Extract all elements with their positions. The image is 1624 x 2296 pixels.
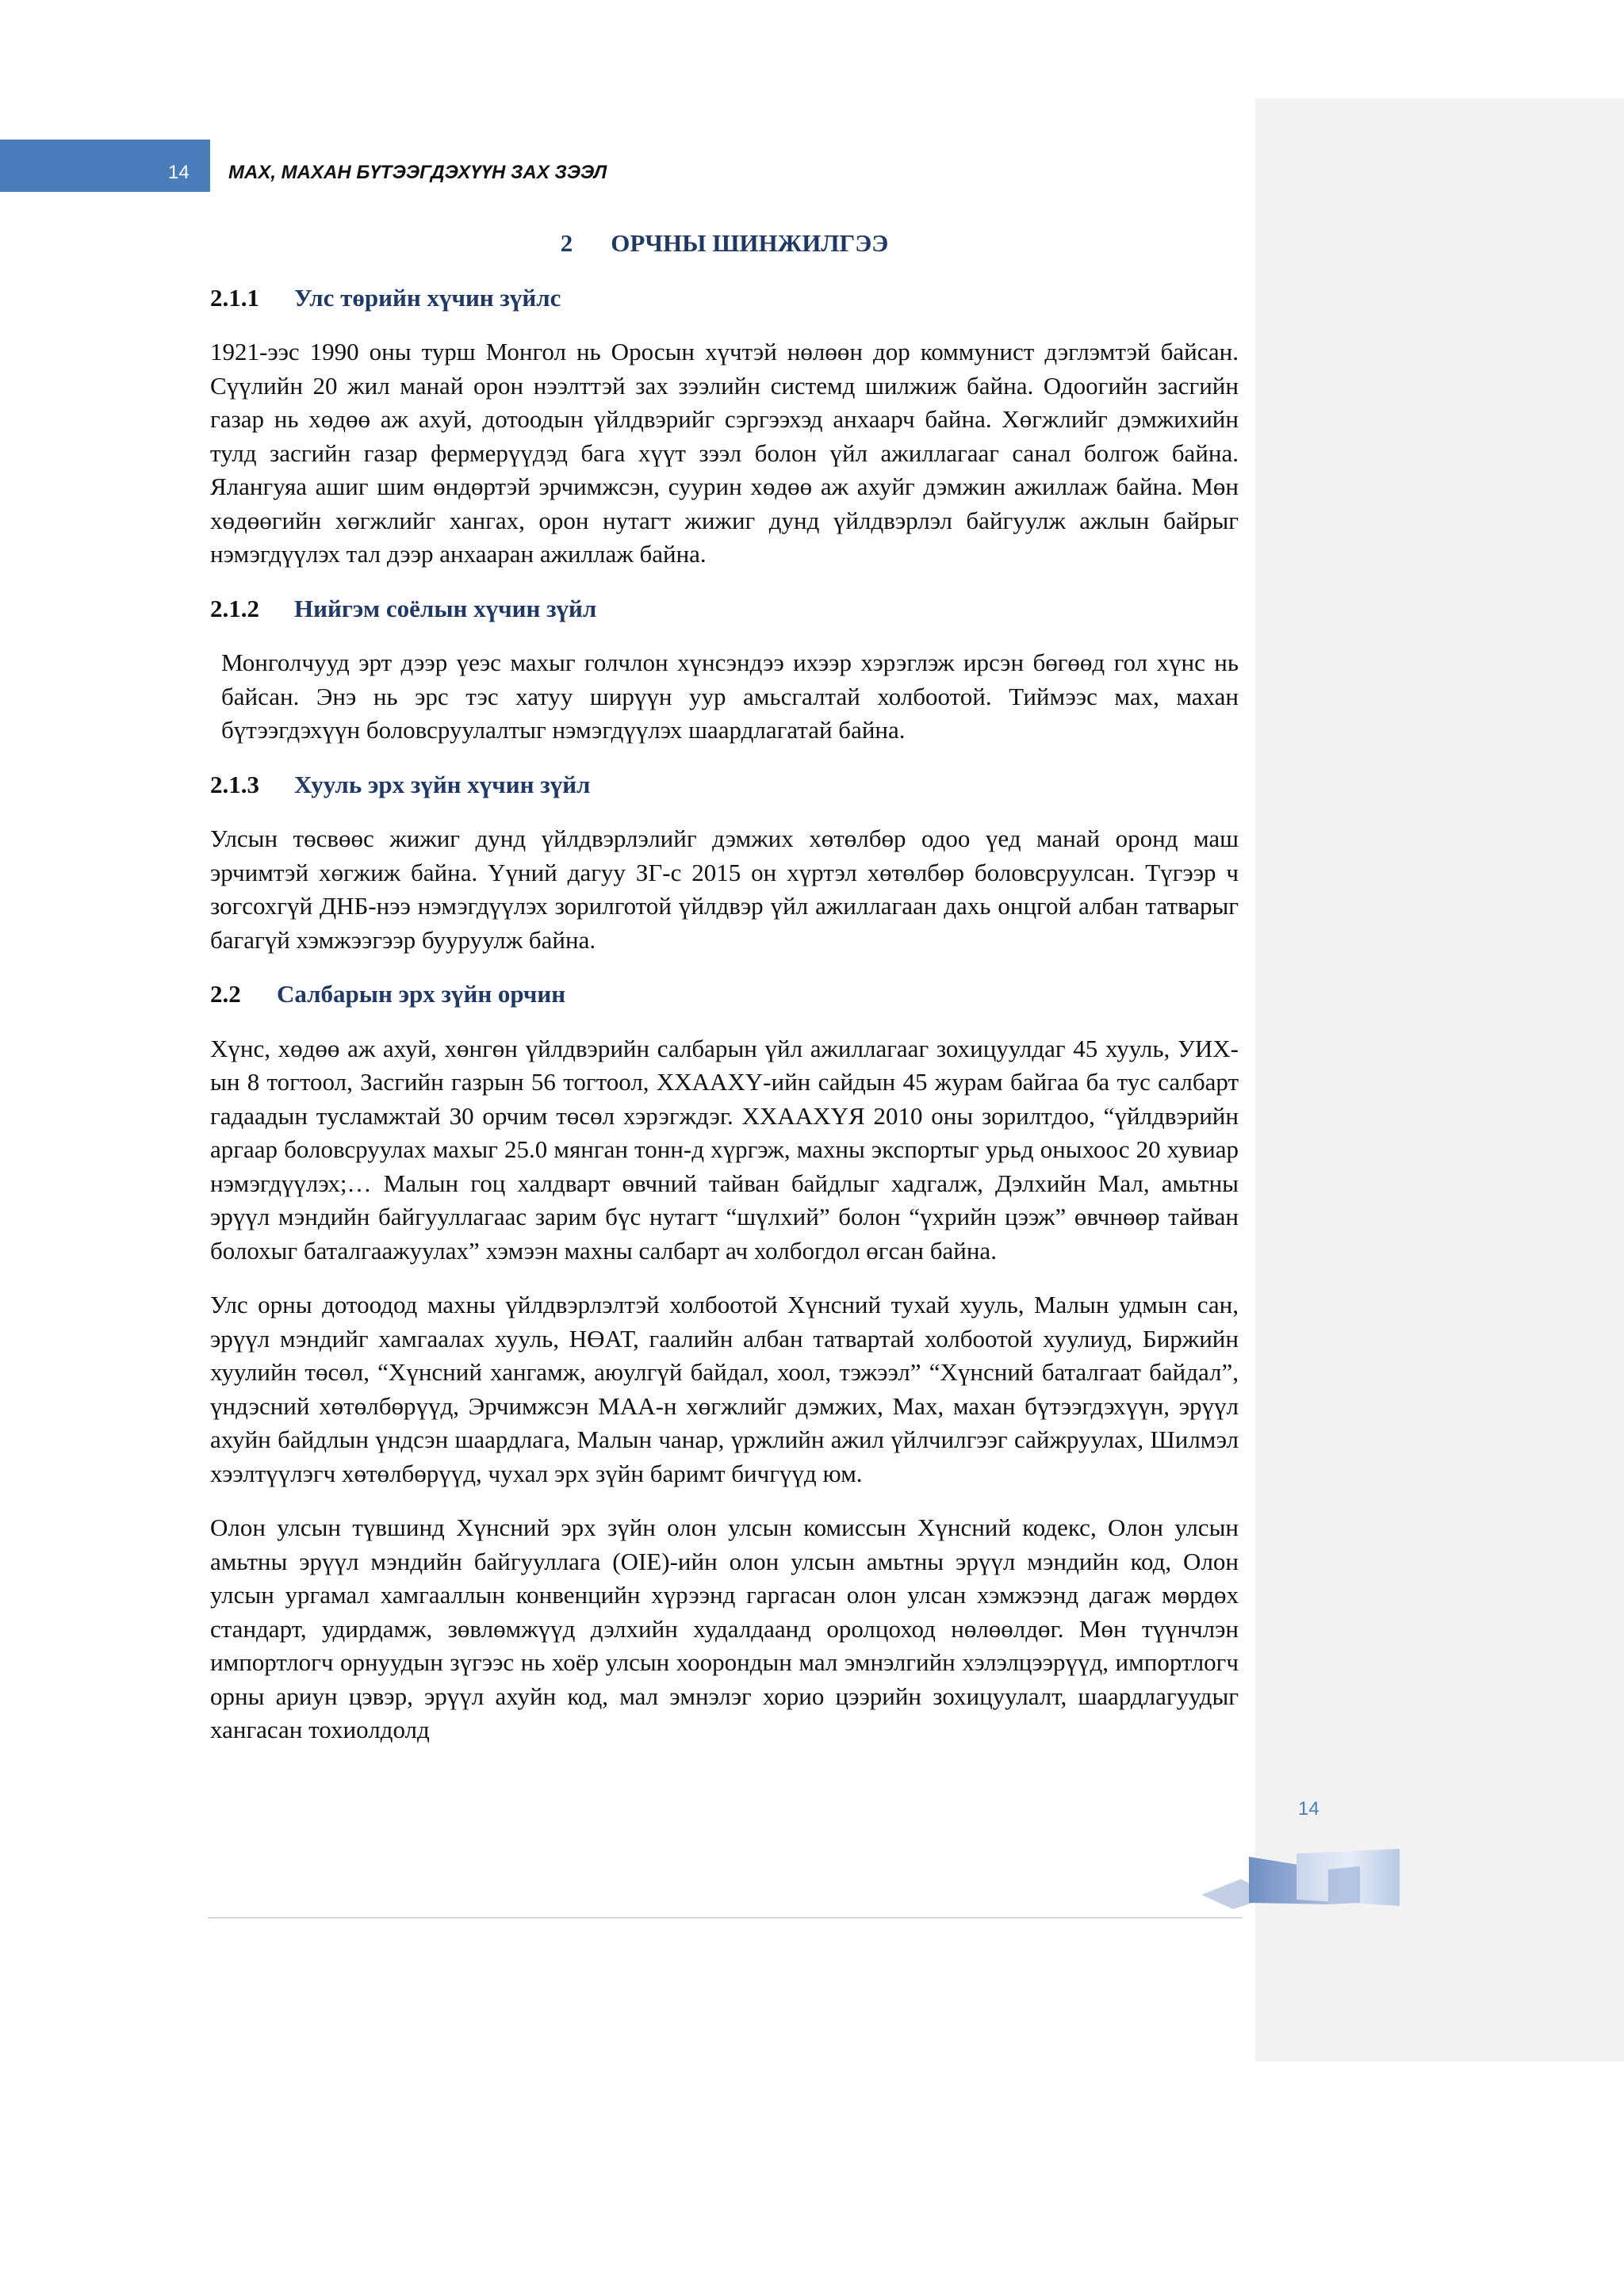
section-number: 2.1.2 — [210, 594, 259, 622]
paragraph: Улс орны дотоодод махны үйлдвэрлэлтэй холбоотой Хүнсний тухай хууль, Малын удмын сан, эрүүл мэндийг хамгаалах хууль, НӨАТ, гаалийн албан татвартай холбоотой хуулиуд, Биржийн хуулийн төсөл, “Хүнсний хангамж, аюулгүй байдал, хоол, тэжээл” “Хүнсний баталгаат байдал”, үндэсний хөтөлбөрүүд, Эрчимжсэн МАА-н хөгжлийг дэмжих, Мах, махан бүтээгдэхүүн, эрүүл ахуйн байдлын үндсэн шаардлага, Малын чанар, үржлийн ажил үйлчилгээг сайжруулах, Шилмэл хээлтүүлэгч хөтөлбөрүүд, чухал эрх зүйн баримт бичгүүд юм. — [210, 1291, 1239, 1487]
section-heading — [210, 592, 1239, 626]
chapter-number: 2 — [560, 229, 573, 257]
footer-divider — [208, 1917, 1243, 1919]
section-title: Улс төрийн хүчин зүйлс — [294, 283, 561, 312]
right-margin-panel — [1255, 98, 1624, 2061]
section-heading — [210, 281, 1239, 316]
section-number: 2.2 — [210, 980, 241, 1008]
section-number: 2.1.3 — [210, 770, 259, 798]
header-page-number: 14 — [168, 162, 190, 183]
margin-page-number: 14 — [1298, 1798, 1320, 1820]
paragraph: Монголчууд эрт дээр үеэс махыг голчлон хүнсэндээ ихээр хэрэглэж ирсэн бөгөөд гол хүнс нь байсан. Энэ нь эрс тэс хатуу ширүүн уур амьсгалтай холбоотой. Тиймээс мах, махан бүтээгдэхүүн боловсруулалтыг нэмэгдүүлэх шаардлагатай байна. — [221, 649, 1239, 744]
page-ribbon-icon — [1201, 1847, 1400, 1911]
paragraph: 1921-ээс 1990 оны турш Монгол нь Оросын хүчтэй нөлөөн дор коммунист дэглэмтэй байсан. Сүүлийн 20 жил манай орон нээлттэй зах зээлийн системд шилжиж байна. Одоогийн засгийн газар нь хөдөө аж ахуй, дотоодын үйлдвэрийг сэргээхэд анхаарч байна. Хөгжлийг дэмжихийн тулд засгийн газар фермерүүдэд бага хүүт зээл болон үйл ажиллагааг санал болгож байна. Ялангуяа ашиг шим өндөртэй эрчимжсэн, суурин хөдөө аж ахуйг дэмжин ажиллаж байна. Мөн хөдөөгийн хөгжлийг хангах, орон нутагт жижиг дунд үйлдвэрлэл байгуулж ажлын байрыг нэмэгдүүлэх тал дээр анхааран ажиллаж байна. — [210, 338, 1239, 568]
section-heading — [210, 768, 1239, 802]
section-number: 2.1.1 — [210, 283, 259, 312]
section-title: Салбарын эрх зүйн орчин — [277, 980, 566, 1008]
chapter-heading — [210, 227, 1239, 261]
section-title: Нийгэм соёлын хүчин зүйл — [294, 594, 597, 622]
section-title: Хууль эрх зүйн хүчин зүйл — [294, 770, 591, 798]
paragraph: Улсын төсвөөс жижиг дунд үйлдвэрлэлийг дэмжих хөтөлбөр одоо үед манай оронд маш эрчимтэй хөгжиж байна. Үүний дагуу ЗГ-с 2015 он хүртэл хөтөлбөр боловсруулсан. Түгээр ч зогсохгүй ДНБ-нээ нэмэгдүүлэх зорилготой үйлдвэр үйл ажиллагаан дахь онцгой албан татварыг багагүй хэмжээгээр бууруулж байна. — [210, 825, 1239, 954]
section-heading — [210, 978, 1239, 1012]
chapter-title: ОРЧНЫ ШИНЖИЛГЭЭ — [611, 229, 889, 257]
paragraph: Олон улсын түвшинд Хүнсний эрх зүйн олон улсын комиссын Хүнсний кодекс, Олон улсын амьтны эрүүл мэндийн байгууллага (OIE)-ийн олон улсын амьтны эрүүл мэндийн код, Олон улсын ургамал хамгааллын конвенцийн хүрээнд гаргасан олон улсан хэмжээнд дагаж мөрдөх стандарт, удирдамж, зөвлөмжүүд дэлхийн худалдаанд оролцоход нөлөөлдөг. Мөн түүнчлэн импортлогч орнуудын зүгээс нь хоёр улсын хоорондын мал эмнэлгийн хэлэлцээрүүд, импортлогч орны ариун цэвэр, эрүүл ахуйн код, мал эмнэлэг хорио цээрийн зохицуулалт, шаардлагуудыг хангасан тохиолдолд — [210, 1513, 1239, 1743]
running-title: МАХ, МАХАН БҮТЭЭГДЭХҮҮН ЗАХ ЗЭЭЛ — [228, 162, 607, 183]
paragraph: Хүнс, хөдөө аж ахуй, хөнгөн үйлдвэрийн салбарын үйл ажиллагааг зохицуулдаг 45 хууль, УИХ-ын 8 тогтоол, Засгийн газрын 56 тогтоол, ХХААХҮ-ийн сайдын 45 журам байгаа ба тус салбарт гадаадын тусламжтай 30 орчим төсөл хэрэгждэг. ХХААХҮЯ 2010 оны зорилтдоо, “үйлдвэрийн аргаар боловсруулах махыг 25.0 мянган тонн-д хүргэж, махны экспортыг урьд оныхоос 20 хувиар нэмэгдүүлэх;… Малын гоц халдварт өвчний тайван байдлыг хадгалж, Дэлхийн Мал, амьтны эрүүл мэндийн байгууллагаас зарим бүс нутагт “шүлхий” болон “үхрийн цээж” өвчнөөр тайван болохыг баталгаажуулах” хэмээн махны салбарт ач холбогдол өгсан байна. — [210, 1034, 1239, 1265]
document-body — [210, 227, 1239, 1768]
